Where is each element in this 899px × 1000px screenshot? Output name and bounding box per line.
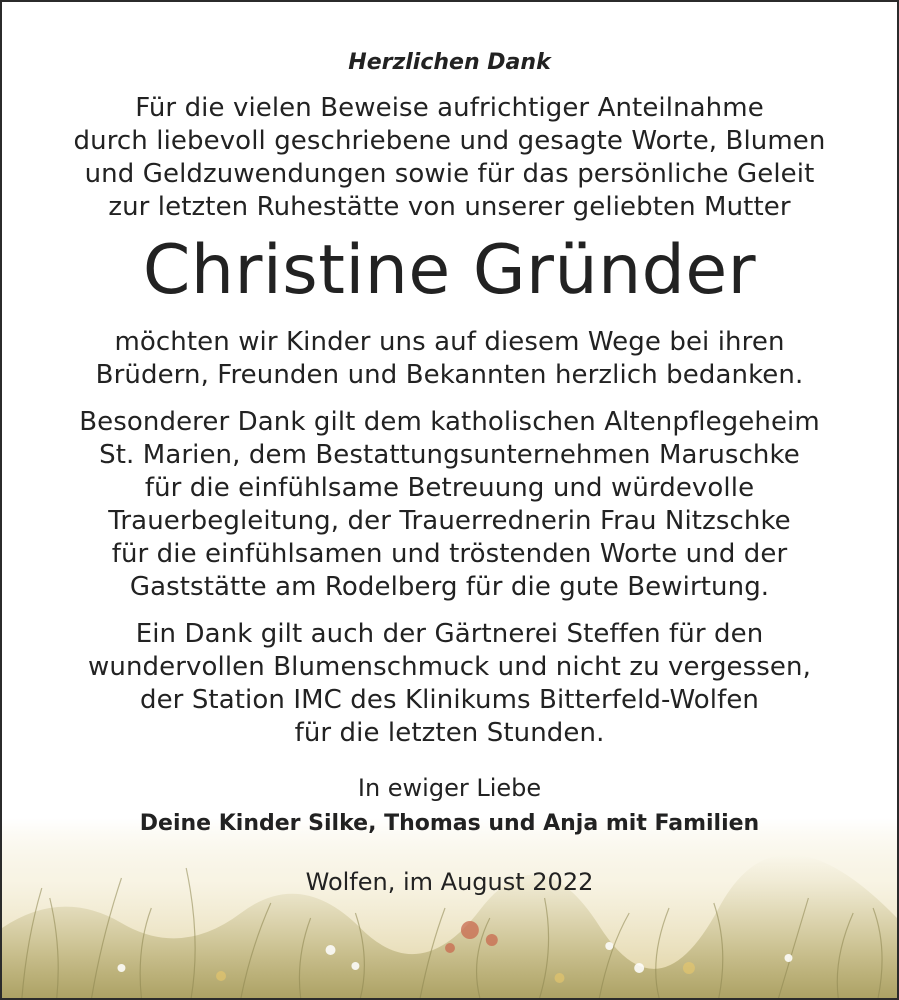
- thanks-line: Brüdern, Freunden und Bekannten herzlich bedanken.: [95, 360, 804, 390]
- intro-line: Für die vielen Beweise aufrichtiger Anteilnahme: [135, 93, 764, 123]
- special-thanks-line: für die einfühlsamen und tröstenden Worte und der: [111, 539, 788, 569]
- intro-line: und Geldzuwendungen sowie für das persönliche Geleit: [84, 159, 815, 189]
- further-thanks-line: der Station IMC des Klinikums Bitterfeld-Wolfen: [139, 685, 760, 715]
- intro-paragraph: [2, 92, 897, 224]
- thanks-line: möchten wir Kinder uns auf diesem Wege bei ihren: [114, 327, 785, 357]
- signers: Deine Kinder Silke, Thomas und Anja mit Familien: [139, 811, 760, 836]
- intro-line: durch liebevoll geschriebene und gesagte Worte, Blumen: [73, 126, 826, 156]
- heading: Herzlichen Dank: [348, 50, 551, 75]
- thanks-paragraph: [2, 326, 897, 392]
- special-thanks-line: Besonderer Dank gilt dem katholischen Altenpflegeheim: [79, 407, 820, 437]
- intro-line: zur letzten Ruhestätte von unserer geliebten Mutter: [108, 192, 791, 222]
- further-thanks-line: für die letzten Stunden.: [294, 718, 605, 748]
- closing-phrase: In ewiger Liebe: [357, 774, 542, 802]
- special-thanks-line: für die einfühlsame Betreuung und würdevolle: [144, 473, 755, 503]
- special-thanks-paragraph: [2, 406, 897, 604]
- notice-content: [2, 2, 897, 898]
- special-thanks-line: St. Marien, dem Bestattungsunternehmen Maruschke: [99, 440, 800, 470]
- deceased-name: Christine Gründer: [142, 231, 757, 310]
- special-thanks-line: Gaststätte am Rodelberg für die gute Bewirtung.: [129, 572, 770, 602]
- special-thanks-line: Trauerbegleitung, der Trauerrednerin Frau Nitzschke: [108, 506, 791, 536]
- further-thanks-line: wundervollen Blumenschmuck und nicht zu vergessen,: [88, 652, 811, 682]
- further-thanks-line: Ein Dank gilt auch der Gärtnerei Steffen für den: [135, 619, 764, 649]
- place-and-date: Wolfen, im August 2022: [305, 868, 594, 896]
- further-thanks-paragraph: [2, 618, 897, 750]
